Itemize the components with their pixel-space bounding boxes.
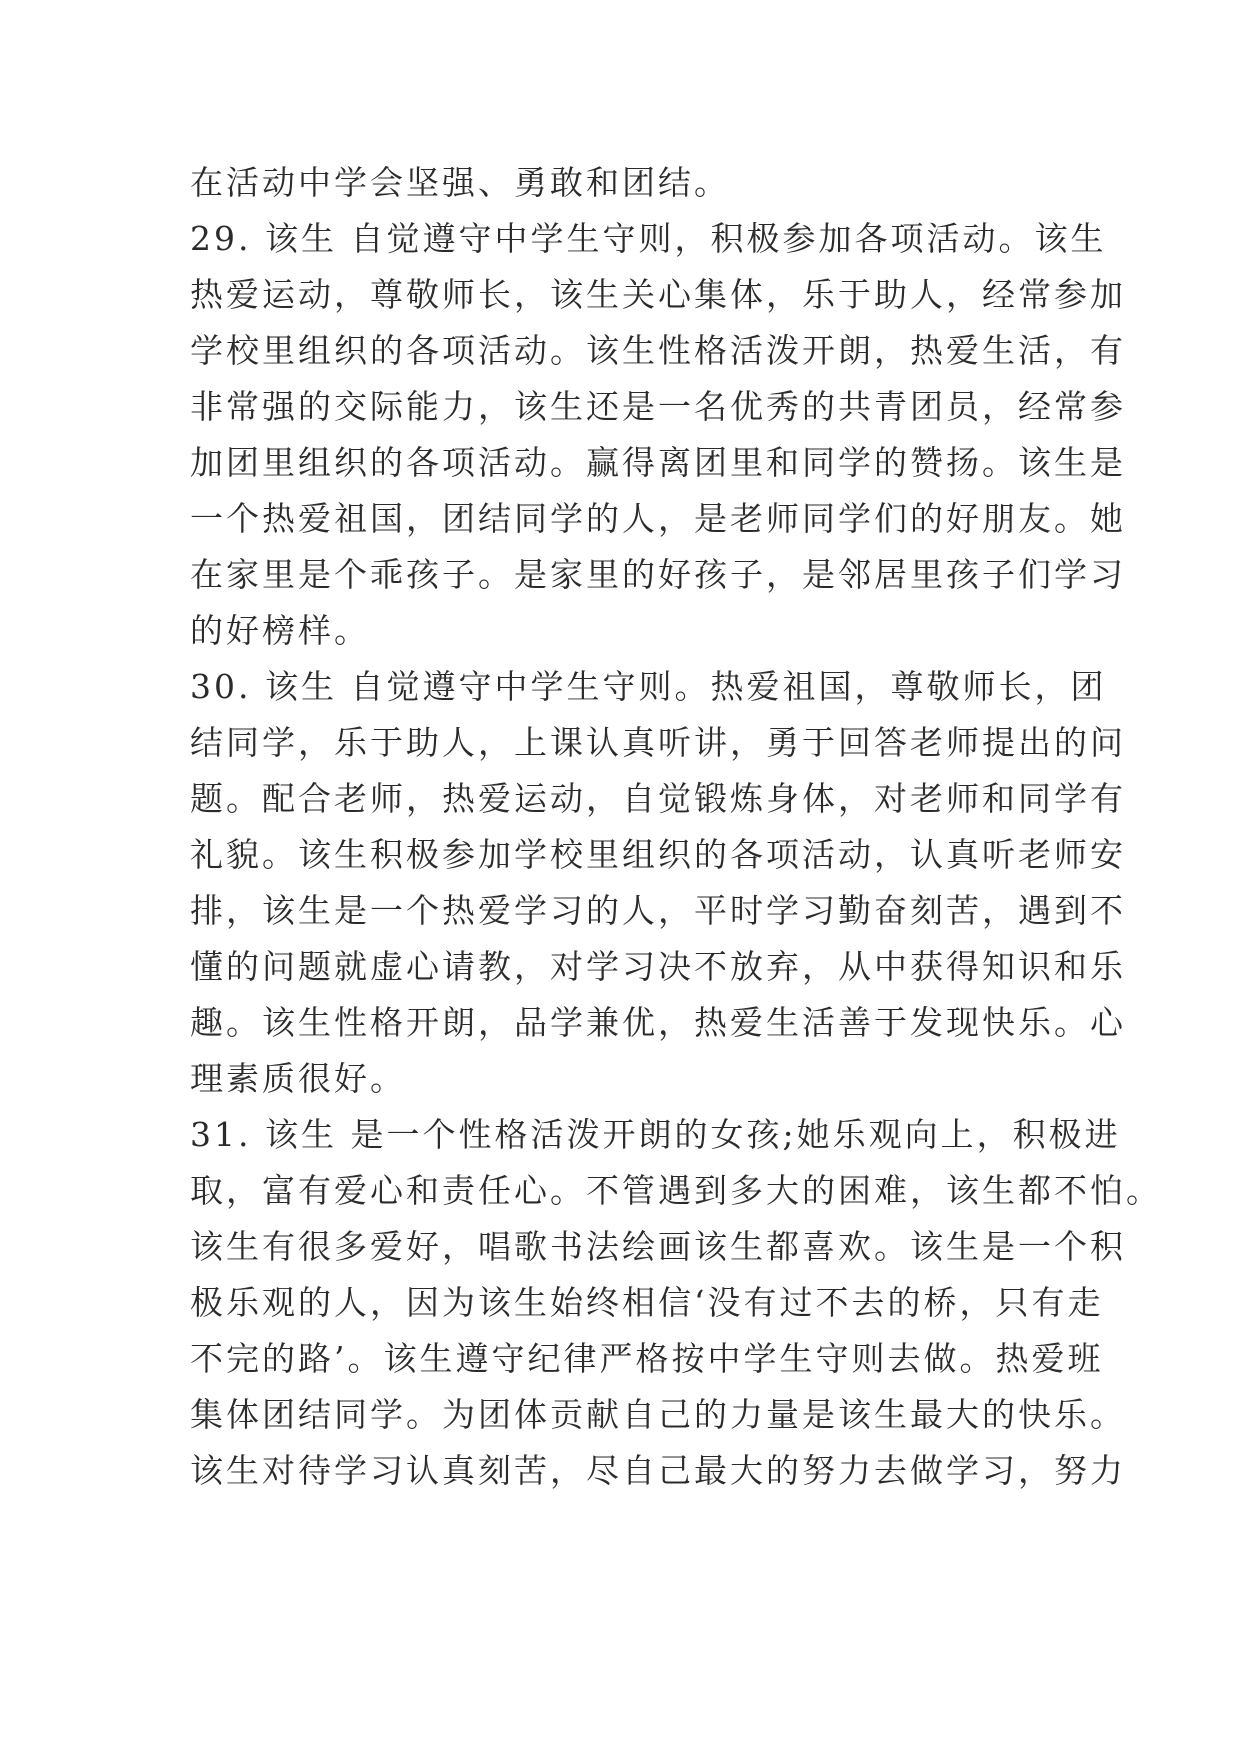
text-line: 题。配合老师，热爱运动，自觉锻炼身体，对老师和同学有: [190, 779, 1126, 818]
text-line: 30. 该生 自觉遵守中学生守则。热爱祖国，尊敬师长，团: [190, 667, 1107, 706]
text-line: 热爱运动，尊敬师长，该生关心集体，乐于助人，经常参加: [190, 275, 1126, 314]
text-line: 的好榜样。: [190, 611, 370, 650]
text-line: 一个热爱祖国，团结同学的人，是老师同学们的好朋友。她: [190, 499, 1126, 538]
text-line: 29. 该生 自觉遵守中学生守则，积极参加各项活动。该生: [190, 219, 1107, 258]
text-line: 排，该生是一个热爱学习的人，平时学习勤奋刻苦，遇到不: [190, 891, 1126, 930]
text-line: 取，富有爱心和责任心。不管遇到多大的困难，该生都不怕。: [190, 1171, 1162, 1210]
text-line: 31. 该生 是一个性格活泼开朗的女孩;她乐观向上，积极进: [190, 1115, 1121, 1154]
text-line: 理素质很好。: [190, 1059, 406, 1098]
text-line: 该生有很多爱好，唱歌书法绘画该生都喜欢。该生是一个积: [190, 1227, 1126, 1266]
text-line: 极乐观的人，因为该生始终相信‘没有过不去的桥，只有走: [190, 1283, 1104, 1322]
text-line: 礼貌。该生积极参加学校里组织的各项活动，认真听老师安: [190, 835, 1126, 874]
text-line: 在活动中学会坚强、勇敢和团结。: [190, 163, 730, 202]
text-line: 非常强的交际能力，该生还是一名优秀的共青团员，经常参: [190, 387, 1126, 426]
body-text: [190, 155, 1162, 1499]
text-line: 学校里组织的各项活动。该生性格活泼开朗，热爱生活，有: [190, 331, 1126, 370]
text-line: 不完的路’。该生遵守纪律严格按中学生守则去做。热爱班: [190, 1339, 1104, 1378]
text-line: 趣。该生性格开朗，品学兼优，热爱生活善于发现快乐。心: [190, 1003, 1126, 1042]
text-line: 懂的问题就虚心请教，对学习决不放弃，从中获得知识和乐: [190, 947, 1126, 986]
text-line: 在家里是个乖孩子。是家里的好孩子，是邻居里孩子们学习: [190, 555, 1126, 594]
text-line: 结同学，乐于助人，上课认真听讲，勇于回答老师提出的问: [190, 723, 1126, 762]
text-line: 加团里组织的各项活动。赢得离团里和同学的赞扬。该生是: [190, 443, 1126, 482]
text-line: 该生对待学习认真刻苦，尽自己最大的努力去做学习，努力: [190, 1451, 1126, 1490]
text-line: 集体团结同学。为团体贡献自己的力量是该生最大的快乐。: [190, 1395, 1126, 1434]
